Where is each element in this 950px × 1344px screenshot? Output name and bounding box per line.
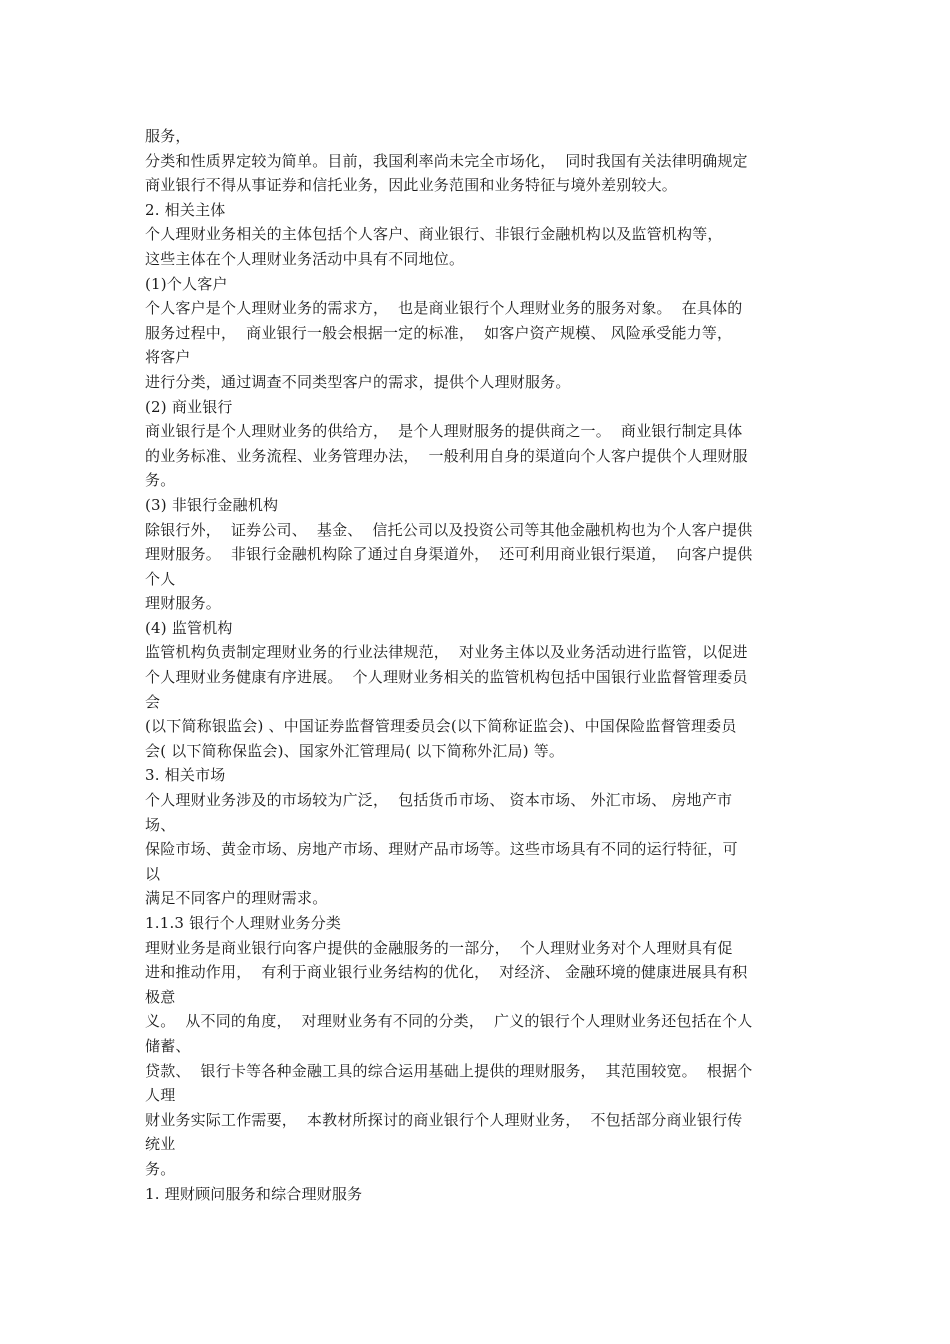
text-line: 贷款、 银行卡等各种金融工具的综合运用基础上提供的理财服务， 其范围较宽。 根据个	[145, 1061, 753, 1080]
text-line: 理财服务。	[145, 594, 222, 613]
text-line: 务。	[145, 471, 176, 490]
text-line: 个人客户是个人理财业务的需求方， 也是商业银行个人理财业务的服务对象。 在具体的	[145, 299, 743, 318]
text-line: 个人理财业务相关的主体包括个人客户、商业银行、非银行金融机构以及监管机构等，	[145, 225, 723, 244]
text-line: 将客户	[145, 348, 191, 367]
text-line: 服务过程中， 商业银行一般会根据一定的标准， 如客户资产规模、 风险承受能力等，	[145, 323, 733, 342]
section-heading: 1.1.3 银行个人理财业务分类	[145, 914, 342, 932]
text-line: 财业务实际工作需要， 本教材所探讨的商业银行个人理财业务， 不包括部分商业银行传	[145, 1110, 743, 1129]
text-line: 个人	[145, 569, 176, 588]
text-line: 服务，	[145, 127, 191, 145]
section-heading: 2. 相关主体	[145, 200, 226, 219]
text-line: 商业银行是个人理财业务的供给方， 是个人理财服务的提供商之一。 商业银行制定具体	[145, 422, 743, 441]
text-line: 进行分类，通过调查不同类型客户的需求，提供个人理财服务。	[145, 372, 571, 391]
text-line: 理财服务。 非银行金融机构除了通过自身渠道外， 还可利用商业银行渠道， 向客户提供	[145, 545, 753, 564]
text-line: 这些主体在个人理财业务活动中具有不同地位。	[145, 249, 465, 268]
text-line: 务。	[145, 1159, 176, 1178]
text-line: 统业	[145, 1135, 176, 1154]
text-line: 监管机构负责制定理财业务的行业法律规范， 对业务主体以及业务活动进行监管，以促进	[145, 643, 748, 662]
subsection-heading: (3) 非银行金融机构	[145, 495, 279, 514]
subsection-heading: (4) 监管机构	[145, 618, 233, 637]
text-line: 理财业务是商业银行向客户提供的金融服务的一部分， 个人理财业务对个人理财具有促	[145, 938, 733, 957]
text-line: 的业务标准、业务流程、业务管理办法， 一般利用自身的渠道向个人客户提供个人理财服	[145, 446, 748, 465]
text-line: 保险市场、黄金市场、房地产市场、理财产品市场等。这些市场具有不同的运行特征，可	[145, 840, 738, 859]
text-line: 个人理财业务涉及的市场较为广泛， 包括货币市场、 资本市场、 外汇市场、 房地产市	[145, 791, 733, 810]
text-line: 商业银行不得从事证券和信托业务，因此业务范围和业务特征与境外差别较大。	[145, 176, 678, 195]
text-line: 会( 以下简称保监会)、国家外汇管理局( 以下简称外汇局) 等。	[145, 741, 565, 760]
subsection-heading: (2) 商业银行	[145, 397, 233, 416]
subsection-heading: (1)个人客户	[145, 274, 228, 293]
text-line: 以	[145, 864, 161, 883]
text-line: 分类和性质界定较为简单。目前，我国利率尚未完全市场化， 同时我国有关法律明确规定	[145, 151, 748, 170]
text-line: 场、	[145, 815, 176, 834]
text-line: 储蓄、	[145, 1036, 191, 1055]
text-line: 进和推动作用， 有利于商业银行业务结构的优化， 对经济、 金融环境的健康进展具有积	[145, 963, 748, 982]
text-line: 个人理财业务健康有序进展。 个人理财业务相关的监管机构包括中国银行业监督管理委员	[145, 668, 748, 687]
text-line: 人理	[145, 1086, 176, 1105]
section-heading: 1. 理财顾问服务和综合理财服务	[145, 1184, 363, 1203]
text-line: 满足不同客户的理财需求。	[145, 889, 328, 908]
text-line: 极意	[145, 987, 176, 1006]
text-line: (以下简称银监会) 、中国证券监督管理委员会(以下简称证监会)、中国保险监督管理委员	[145, 717, 737, 736]
document-body	[145, 124, 810, 1206]
text-line: 除银行外， 证券公司、 基金、 信托公司以及投资公司等其他金融机构也为个人客户提供	[145, 520, 753, 539]
section-heading: 3. 相关市场	[145, 766, 226, 785]
text-line: 会	[145, 692, 161, 711]
text-line: 义。 从不同的角度， 对理财业务有不同的分类， 广义的银行个人理财业务还包括在个人	[145, 1012, 753, 1031]
